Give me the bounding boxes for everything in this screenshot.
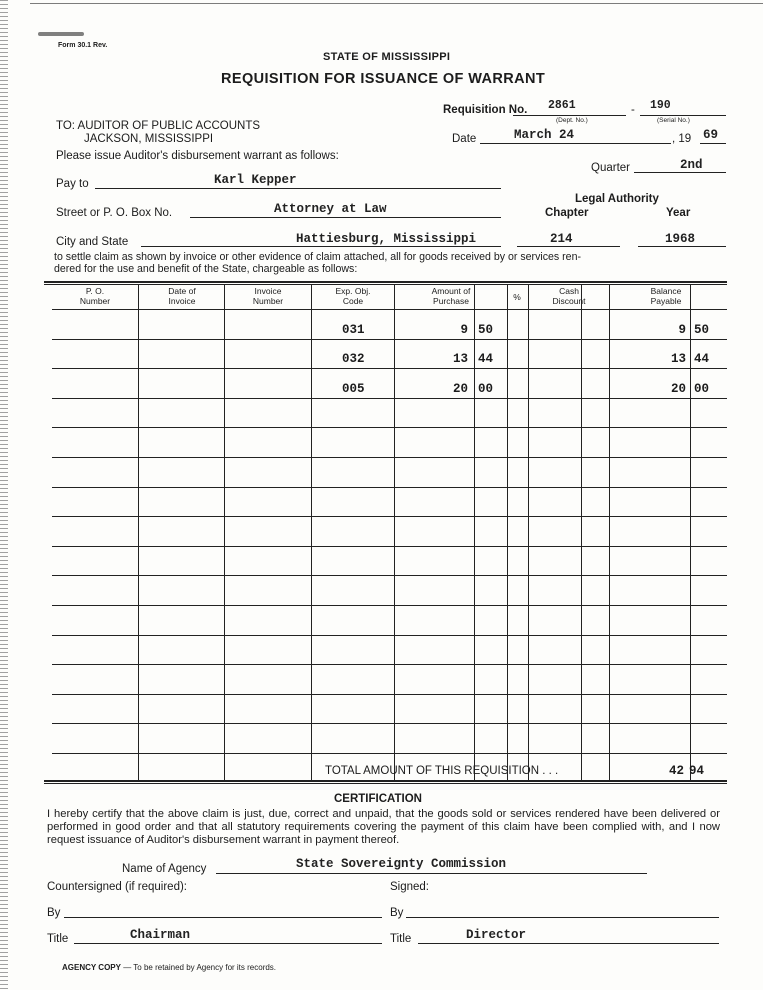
chapter-label: Chapter bbox=[545, 207, 589, 219]
header-amount: Amount of Purchase bbox=[431, 286, 471, 306]
table-top-rule bbox=[44, 281, 727, 283]
table-column-rule bbox=[474, 284, 475, 780]
expense-code-cell: 032 bbox=[342, 352, 365, 366]
certification-text: I hereby certify that the above claim is just, due, correct and unpaid, that the goods sold or services rendered have been delivered or performed in good order and that all statutory requirements covering the payment of this claim have been complied with, and I now request issuance of Auditor's disbursement warrant in payment thereof. bbox=[47, 808, 720, 847]
right-by-label: By bbox=[390, 907, 404, 919]
pay-to-label: Pay to bbox=[56, 178, 89, 190]
table-row-rule bbox=[52, 398, 727, 399]
date-line bbox=[480, 143, 671, 144]
agency-copy-text: — To be retained by Agency for its records. bbox=[120, 963, 277, 972]
expense-code-cell: 005 bbox=[342, 382, 365, 396]
table-bottom-rule-inner bbox=[44, 783, 727, 784]
header-percent: % bbox=[513, 292, 521, 302]
countersigned-label: Countersigned (if required): bbox=[47, 881, 187, 893]
legal-year-value: 1968 bbox=[665, 232, 696, 246]
certification-heading: CERTIFICATION bbox=[334, 793, 422, 805]
year-prefix: , 19 bbox=[672, 133, 692, 145]
chapter-line bbox=[517, 246, 620, 247]
left-title-value: Chairman bbox=[130, 928, 191, 942]
balance-dollars-cell: 13 bbox=[670, 352, 686, 366]
table-column-rule bbox=[311, 284, 312, 780]
serial-no-caption: (Serial No.) bbox=[657, 117, 690, 124]
agency-name-line bbox=[216, 873, 647, 874]
city-value: Hattiesburg, Mississippi bbox=[296, 232, 477, 246]
dept-no-caption: (Dept. No.) bbox=[556, 117, 588, 124]
agency-copy-note bbox=[62, 963, 276, 972]
requisition-label: Requisition No. bbox=[443, 104, 528, 116]
total-cents: 94 bbox=[689, 764, 705, 778]
date-value: March 24 bbox=[514, 128, 575, 142]
header-po: P. O. Number bbox=[79, 286, 111, 306]
balance-cents-cell: 00 bbox=[694, 382, 710, 396]
table-column-rule bbox=[690, 284, 691, 780]
city-label: City and State bbox=[56, 236, 129, 248]
table-row-rule bbox=[52, 664, 727, 665]
dept-no-value: 2861 bbox=[548, 99, 576, 112]
requisition-dash: - bbox=[631, 104, 635, 116]
table-row-rule bbox=[52, 339, 727, 340]
pay-to-value: Karl Kepper bbox=[214, 173, 297, 187]
year-value: 69 bbox=[703, 128, 719, 142]
table-row-rule bbox=[52, 546, 727, 547]
legal-year-label: Year bbox=[666, 207, 691, 219]
header-date: Date of Invoice bbox=[168, 286, 196, 306]
addressee-line2: JACKSON, MISSISSIPPI bbox=[84, 133, 214, 145]
amount-cents-cell: 50 bbox=[478, 323, 494, 337]
table-column-rule bbox=[528, 284, 529, 780]
table-row-rule bbox=[52, 309, 727, 310]
quarter-line bbox=[634, 172, 726, 173]
agency-name-value: State Sovereignty Commission bbox=[296, 857, 507, 871]
agency-name-label: Name of Agency bbox=[122, 863, 207, 875]
street-label: Street or P. O. Box No. bbox=[56, 207, 173, 219]
year-line bbox=[700, 143, 726, 144]
total-label: TOTAL AMOUNT OF THIS REQUISITION . . . bbox=[325, 765, 559, 777]
expense-code-cell: 031 bbox=[342, 323, 365, 337]
signed-label: Signed: bbox=[390, 881, 430, 893]
table-row-rule bbox=[52, 635, 727, 636]
table-column-rule bbox=[609, 284, 610, 780]
left-title-label: Title bbox=[47, 933, 69, 945]
balance-cents-cell: 44 bbox=[694, 352, 710, 366]
table-row-rule bbox=[52, 487, 727, 488]
legal-authority-heading: Legal Authority bbox=[575, 193, 659, 205]
table-row-rule bbox=[52, 723, 727, 724]
chapter-value: 214 bbox=[550, 232, 573, 246]
amount-cents-cell: 00 bbox=[478, 382, 494, 396]
right-by-line[interactable] bbox=[406, 917, 719, 918]
table-row-rule bbox=[52, 516, 727, 517]
agency-copy-label: AGENCY COPY bbox=[62, 963, 121, 972]
table-row-rule bbox=[52, 427, 727, 428]
dept-no-line bbox=[513, 115, 626, 116]
left-by-line[interactable] bbox=[64, 917, 382, 918]
left-by-label: By bbox=[47, 907, 61, 919]
settle-text-line2: dered for the use and benefit of the State, chargeable as follows: bbox=[54, 263, 358, 275]
amount-dollars-cell: 9 bbox=[460, 323, 468, 337]
serial-no-line bbox=[640, 115, 726, 116]
street-line bbox=[190, 217, 501, 218]
table-row-rule bbox=[52, 457, 727, 458]
balance-cents-cell: 50 bbox=[694, 323, 710, 337]
table-column-rule bbox=[581, 284, 582, 780]
top-edge-rule bbox=[30, 3, 763, 4]
amount-cents-cell: 44 bbox=[478, 352, 494, 366]
serial-no-value: 190 bbox=[650, 99, 671, 112]
total-dollars: 42 bbox=[668, 764, 684, 778]
form-number-mark bbox=[38, 32, 84, 36]
city-line bbox=[141, 246, 501, 247]
table-column-rule bbox=[394, 284, 395, 780]
table-row-rule bbox=[52, 753, 727, 754]
quarter-value: 2nd bbox=[680, 158, 703, 172]
left-title-line bbox=[74, 943, 382, 944]
right-title-line bbox=[418, 943, 719, 944]
table-row-rule bbox=[52, 368, 727, 369]
table-row-rule bbox=[52, 605, 727, 606]
settle-text-line1: to settle claim as shown by invoice or other evidence of claim attached, all for goods received by or services ren- bbox=[54, 251, 581, 263]
table-column-rule bbox=[224, 284, 225, 780]
instruction-text: Please issue Auditor's disbursement warrant as follows: bbox=[56, 150, 339, 162]
table-column-rule bbox=[138, 284, 139, 780]
quarter-label: Quarter bbox=[591, 162, 630, 174]
balance-dollars-cell: 20 bbox=[670, 382, 686, 396]
right-title-label: Title bbox=[390, 933, 412, 945]
table-row-rule bbox=[52, 575, 727, 576]
header-exp-code: Exp. Obj. Code bbox=[335, 286, 371, 306]
pinfeed-edge bbox=[0, 0, 8, 990]
legal-year-line bbox=[638, 246, 726, 247]
amount-dollars-cell: 13 bbox=[452, 352, 468, 366]
header-balance: Balance Payable bbox=[650, 286, 682, 306]
street-value: Attorney at Law bbox=[274, 202, 387, 216]
amount-dollars-cell: 20 bbox=[452, 382, 468, 396]
header-cash-discount: Cash Discount bbox=[552, 286, 586, 306]
date-label: Date bbox=[452, 133, 477, 145]
table-top-rule-inner bbox=[44, 284, 727, 285]
right-title-value: Director bbox=[466, 928, 527, 942]
pay-to-line bbox=[95, 188, 501, 189]
balance-dollars-cell: 9 bbox=[678, 323, 686, 337]
addressee-line1: TO: AUDITOR OF PUBLIC ACCOUNTS bbox=[56, 120, 261, 132]
form-title: REQUISITION FOR ISSUANCE OF WARRANT bbox=[221, 71, 546, 87]
table-bottom-rule bbox=[44, 780, 727, 782]
table-column-rule bbox=[507, 284, 508, 780]
header-invoice: Invoice Number bbox=[252, 286, 284, 306]
table-row-rule bbox=[52, 694, 727, 695]
form-number: Form 30.1 Rev. bbox=[58, 42, 108, 49]
state-heading: STATE OF MISSISSIPPI bbox=[323, 51, 451, 63]
